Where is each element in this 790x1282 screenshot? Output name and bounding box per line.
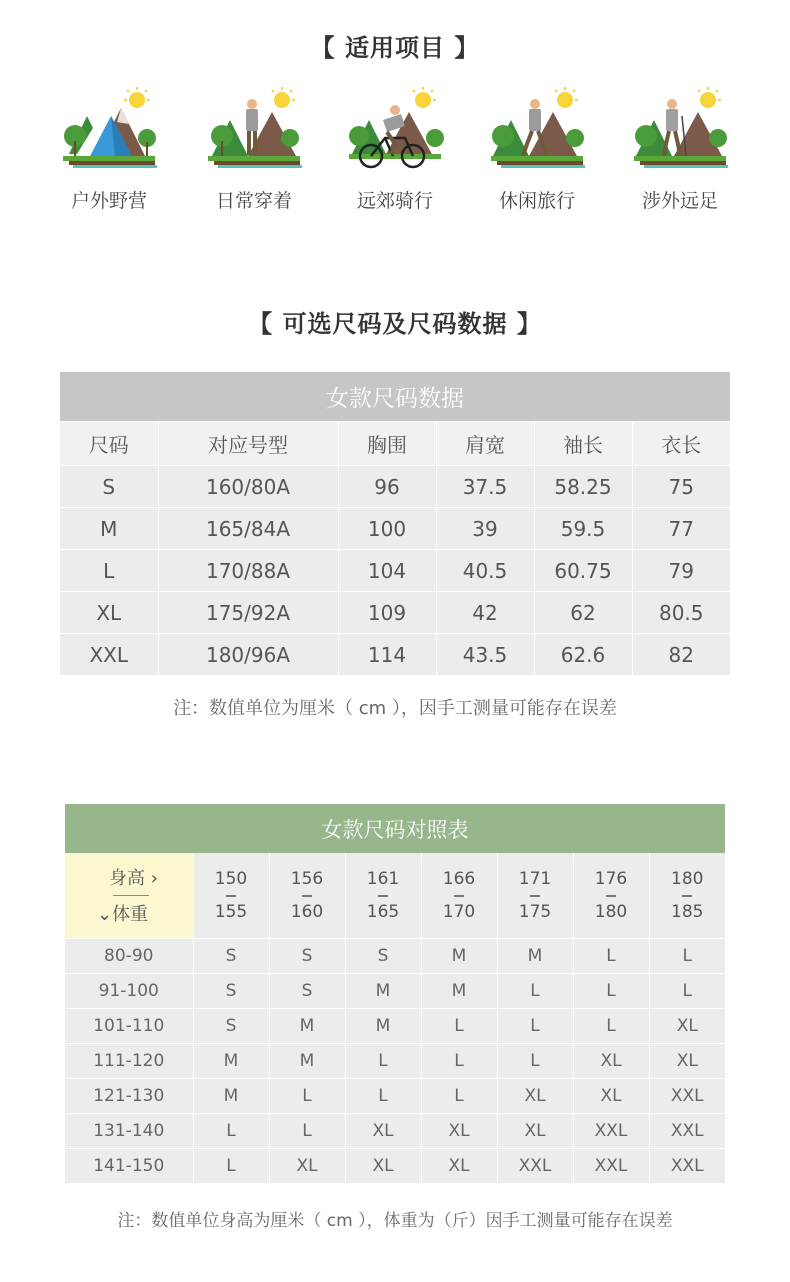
size-cell: XXL <box>649 1079 725 1114</box>
table-cell: M <box>60 508 158 550</box>
size-cell: L <box>421 1009 497 1044</box>
size-cell: L <box>193 1114 269 1149</box>
compare-table-caption: 女款尺码对照表 <box>65 804 725 853</box>
weight-axis-label: ⌄体重 <box>97 904 149 925</box>
size-cell: XL <box>649 1044 725 1079</box>
size-cell: XXL <box>649 1114 725 1149</box>
height-range-cell <box>497 853 573 939</box>
table-cell: 160/80A <box>158 466 338 508</box>
scene-leisure-travel <box>477 86 597 216</box>
table-row <box>65 1009 725 1044</box>
size-cell: XL <box>421 1149 497 1184</box>
table-cell: 180/96A <box>158 634 338 676</box>
height-from: 156 <box>290 868 324 889</box>
height-range-cell <box>193 853 269 939</box>
size-cell: L <box>345 1044 421 1079</box>
height-range-cell <box>649 853 725 939</box>
size-cell: L <box>573 939 649 974</box>
scene-cycling <box>335 86 455 216</box>
header-cell: 袖长 <box>534 422 632 466</box>
header-cell: 肩宽 <box>436 422 534 466</box>
size-cell: L <box>649 974 725 1009</box>
usage-scenes <box>0 86 790 216</box>
size-cell: M <box>421 974 497 1009</box>
size-cell: L <box>193 1149 269 1184</box>
table-cell: S <box>60 466 158 508</box>
size-cell: XL <box>345 1149 421 1184</box>
table-row <box>65 1149 725 1184</box>
size-cell: L <box>345 1079 421 1114</box>
height-from: 161 <box>366 868 400 889</box>
table-cell: L <box>60 550 158 592</box>
dash <box>378 895 388 897</box>
size-cell: L <box>421 1044 497 1079</box>
table-row <box>65 939 725 974</box>
scene-label: 远郊骑行 <box>356 190 433 212</box>
size-cell: L <box>497 1009 573 1044</box>
scene-camping <box>49 86 169 216</box>
size-cell: L <box>269 1114 345 1149</box>
size-cell: XL <box>269 1149 345 1184</box>
hiker-icon <box>630 86 730 176</box>
cyclist-icon <box>345 86 445 176</box>
height-header-row <box>65 853 725 939</box>
size-cell: M <box>193 1079 269 1114</box>
table-cell: 79 <box>632 550 730 592</box>
height-range-cell <box>421 853 497 939</box>
table-cell: 80.5 <box>632 592 730 634</box>
section-title-usage: 【 适用项目 】 <box>310 34 480 62</box>
table-row <box>60 634 730 676</box>
height-range-cell <box>269 853 345 939</box>
height-from: 176 <box>594 868 628 889</box>
scene-label: 休闲旅行 <box>498 190 575 212</box>
table-row <box>60 592 730 634</box>
camping-tent-icon <box>59 86 159 176</box>
size-cell: XXL <box>573 1149 649 1184</box>
section-title-sizes: 【 可选尺码及尺码数据 】 <box>248 310 542 338</box>
table-cell: 39 <box>436 508 534 550</box>
scene-label: 日常穿着 <box>215 190 292 212</box>
table-cell: 104 <box>338 550 436 592</box>
height-to: 180 <box>594 901 628 922</box>
weight-range-cell: 141-150 <box>65 1149 193 1184</box>
size-cell: S <box>269 939 345 974</box>
weight-range-cell: 111-120 <box>65 1044 193 1079</box>
table-row <box>60 466 730 508</box>
table-cell: 175/92A <box>158 592 338 634</box>
size-cell: M <box>497 939 573 974</box>
table-cell: 59.5 <box>534 508 632 550</box>
weight-range-cell: 101-110 <box>65 1009 193 1044</box>
height-to: 160 <box>290 901 324 922</box>
table-cell: 43.5 <box>436 634 534 676</box>
height-to: 175 <box>518 901 552 922</box>
dash <box>606 895 616 897</box>
height-from: 180 <box>671 868 704 889</box>
divider <box>113 895 149 896</box>
table-cell: 114 <box>338 634 436 676</box>
table-cell: 109 <box>338 592 436 634</box>
scene-daily-wear <box>194 86 314 216</box>
size-cell: XXL <box>573 1114 649 1149</box>
dash <box>530 895 540 897</box>
scene-label: 涉外远足 <box>641 190 718 212</box>
table-row <box>60 550 730 592</box>
dash <box>682 895 692 897</box>
size-cell: XL <box>497 1079 573 1114</box>
size-cell: M <box>345 974 421 1009</box>
size-cell: XL <box>573 1044 649 1079</box>
size-cell: XL <box>649 1009 725 1044</box>
size-cell: M <box>269 1009 345 1044</box>
scene-hiking <box>620 86 740 216</box>
size-cell: L <box>497 974 573 1009</box>
size-cell: M <box>421 939 497 974</box>
table-row <box>60 508 730 550</box>
size-cell: S <box>193 1009 269 1044</box>
height-from: 171 <box>518 868 552 889</box>
scene-label: 户外野营 <box>70 190 147 212</box>
size-table-header <box>60 422 730 466</box>
header-cell: 衣长 <box>632 422 730 466</box>
dash <box>454 895 464 897</box>
height-from: 166 <box>442 868 476 889</box>
height-axis-label: 身高 › <box>109 868 158 889</box>
header-cell: 尺码 <box>60 422 158 466</box>
compare-table-note: 注：数值单位身高为厘米（ cm ），体重为（斤）因手工测量可能存在误差 <box>117 1211 673 1231</box>
size-cell: XL <box>345 1114 421 1149</box>
table-cell: 77 <box>632 508 730 550</box>
table-cell: 37.5 <box>436 466 534 508</box>
size-table-caption: 女款尺码数据 <box>60 372 730 422</box>
table-cell: 170/88A <box>158 550 338 592</box>
size-cell: L <box>573 974 649 1009</box>
size-cell: M <box>345 1009 421 1044</box>
table-cell: 40.5 <box>436 550 534 592</box>
table-cell: 62.6 <box>534 634 632 676</box>
corner-cell <box>65 853 193 939</box>
size-compare-table <box>65 804 725 1183</box>
table-cell: 75 <box>632 466 730 508</box>
size-cell: XL <box>573 1079 649 1114</box>
size-cell: S <box>193 939 269 974</box>
table-cell: 165/84A <box>158 508 338 550</box>
size-cell: XL <box>497 1114 573 1149</box>
size-cell: S <box>345 939 421 974</box>
table-cell: 82 <box>632 634 730 676</box>
table-row <box>65 974 725 1009</box>
size-cell: S <box>193 974 269 1009</box>
table-cell: 60.75 <box>534 550 632 592</box>
walking-person-icon <box>487 86 587 176</box>
size-cell: XXL <box>497 1149 573 1184</box>
size-table-note: 注：数值单位为厘米（ cm ），因手工测量可能存在误差 <box>173 698 617 719</box>
dash <box>302 895 312 897</box>
header-cell: 对应号型 <box>158 422 338 466</box>
height-to: 170 <box>442 901 476 922</box>
dash <box>226 895 236 897</box>
size-cell: S <box>269 974 345 1009</box>
weight-range-cell: 80-90 <box>65 939 193 974</box>
size-cell: L <box>573 1009 649 1044</box>
table-row <box>65 1114 725 1149</box>
weight-range-cell: 131-140 <box>65 1114 193 1149</box>
weight-range-cell: 121-130 <box>65 1079 193 1114</box>
height-range-cell <box>573 853 649 939</box>
height-range-cell <box>345 853 421 939</box>
table-cell: 42 <box>436 592 534 634</box>
size-cell: M <box>193 1044 269 1079</box>
size-cell: XXL <box>649 1149 725 1184</box>
table-cell: 100 <box>338 508 436 550</box>
weight-range-cell: 91-100 <box>65 974 193 1009</box>
size-cell: L <box>421 1079 497 1114</box>
table-cell: XXL <box>60 634 158 676</box>
header-cell: 胸围 <box>338 422 436 466</box>
height-to: 165 <box>366 901 400 922</box>
size-cell: XL <box>421 1114 497 1149</box>
standing-person-icon <box>204 86 304 176</box>
table-row <box>65 1044 725 1079</box>
size-cell: L <box>497 1044 573 1079</box>
size-cell: M <box>269 1044 345 1079</box>
height-to: 155 <box>214 901 248 922</box>
height-from: 150 <box>214 868 248 889</box>
table-row <box>65 1079 725 1114</box>
table-cell: 96 <box>338 466 436 508</box>
table-cell: 62 <box>534 592 632 634</box>
size-cell: L <box>649 939 725 974</box>
table-cell: 58.25 <box>534 466 632 508</box>
size-data-table <box>60 372 730 675</box>
table-cell: XL <box>60 592 158 634</box>
height-to: 185 <box>671 901 704 922</box>
size-cell: L <box>269 1079 345 1114</box>
